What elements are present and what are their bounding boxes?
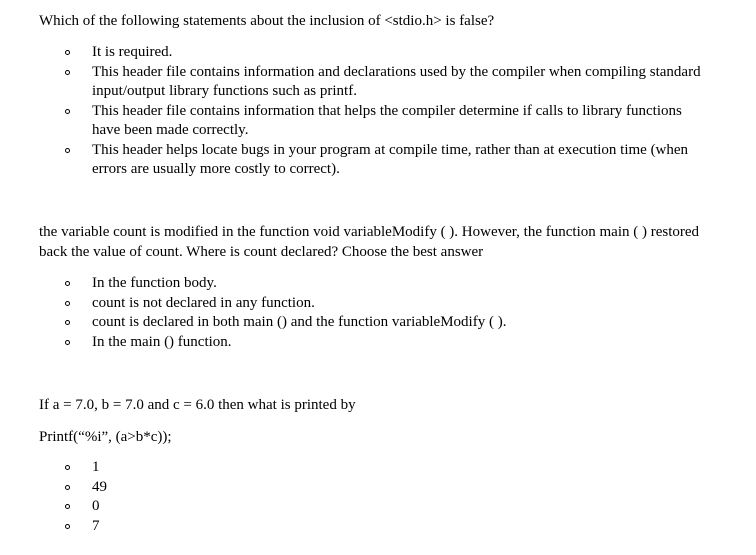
option-label: This header file contains information and declarations used by the compiler when compiling standard input/output library functions such as printf. [92,63,701,99]
option-label: count is declared in both main () and the function variableModify ( ). [92,314,507,330]
radio-bullet-icon[interactable] [65,281,70,286]
option-label: In the main () function. [92,333,232,350]
option-item[interactable] [62,274,702,294]
option-item[interactable] [62,102,702,141]
radio-bullet-icon[interactable] [65,465,70,470]
radio-bullet-icon[interactable] [65,340,70,345]
question-2-text: the variable count is modified in the function void variableModify ( ). However, the function main ( ) restored back the value of count. Where is count declared? Choose the best answer [39,224,700,260]
option-item[interactable] [62,333,702,353]
option-item[interactable] [62,63,702,102]
option-label: It is required. [92,44,173,60]
option-item[interactable] [62,497,262,517]
question-1-text: Which of the following statements about the inclusion of <stdio.h> is false? [39,13,495,29]
option-label: In the function body. [92,275,217,291]
radio-bullet-icon[interactable] [65,320,70,325]
option-label: 0 [92,498,100,514]
question-3-options [62,458,262,536]
radio-bullet-icon[interactable] [65,148,70,153]
question-3-text: If a = 7.0, b = 7.0 and c = 6.0 then what is printed by [39,397,356,413]
question-1-options [62,43,702,180]
radio-bullet-icon[interactable] [65,524,70,529]
option-label: 7 [92,517,100,534]
option-item[interactable] [62,141,702,180]
question-3-code: Printf(“%i”, (a>b*c)); [39,429,172,445]
option-item[interactable] [62,313,702,333]
option-item[interactable] [62,478,262,498]
radio-bullet-icon[interactable] [65,109,70,114]
option-item[interactable] [62,294,702,314]
radio-bullet-icon[interactable] [65,301,70,306]
option-label: This header file contains information that helps the compiler determine if calls to library functions have been made correctly. [92,102,682,138]
radio-bullet-icon[interactable] [65,50,70,55]
option-item[interactable] [62,43,702,63]
question-2-options [62,274,702,352]
option-item[interactable] [62,517,262,537]
option-item[interactable] [62,458,262,478]
option-label: 1 [92,459,100,475]
radio-bullet-icon[interactable] [65,485,70,490]
radio-bullet-icon[interactable] [65,70,70,75]
option-label: This header helps locate bugs in your program at compile time, rather than at execution time (when errors are usually more costly to correct). [92,141,689,177]
option-label: 49 [92,478,107,495]
option-label: count is not declared in any function. [92,294,315,311]
radio-bullet-icon[interactable] [65,504,70,509]
